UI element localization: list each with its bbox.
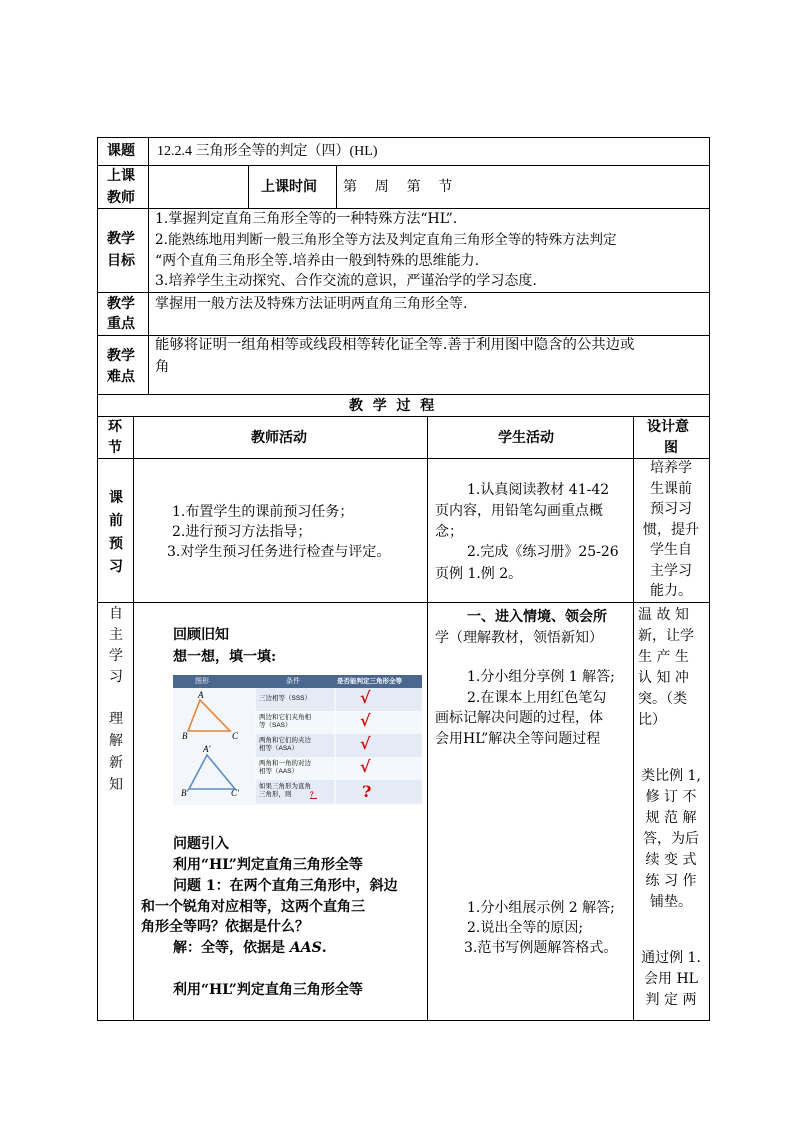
question-1-line: 问题 1：在两个直角三角形中，斜边	[173, 878, 398, 894]
preview-student-line: 念；	[435, 524, 463, 540]
design-intent-1: 温 故 知 新，让学 生 产 生 认 知 冲 突。（类 比）	[638, 607, 694, 728]
vertex-label: B	[182, 731, 188, 741]
preview-student-line: 1.认真阅读教材 41-42	[467, 482, 610, 498]
topic-value: 12.2.4 三角形全等的判定（四）(HL)	[157, 144, 378, 159]
difficulties-label: 教学	[107, 348, 135, 364]
img-header-figure: 图形	[195, 678, 209, 685]
keypoints-label: 重点	[107, 316, 135, 332]
goals-line: 2.能熟练地用判断一般三角形全等方法及判定直角三角形全等的特殊方法判定	[155, 232, 617, 248]
time-value: 第 周 第 节	[343, 179, 453, 195]
teacher-label: 教师	[107, 190, 135, 206]
row-line	[97, 458, 710, 459]
img-mark: √	[360, 757, 371, 776]
preview-student-line: 页内容，用铅笔勾画重点概	[435, 503, 603, 519]
img-header-condition: 条件	[286, 678, 300, 685]
col-line	[427, 416, 428, 1021]
img-condition: 如果三角形为直角 三角形，则	[259, 783, 311, 798]
img-condition: 三边相等（SSS）	[259, 695, 312, 702]
goals-label: 目标	[107, 253, 135, 269]
goals-label: 教学	[107, 231, 135, 247]
row-line	[97, 602, 710, 603]
table-border-right	[709, 137, 710, 1021]
preview-design: 培养学 生课前 预习习 惯，提升 学生自 主学习 能力。	[643, 460, 699, 599]
vertex-label: A'	[203, 744, 211, 754]
goals-line: 3.培养学生主动探究、合作交流的意识，严谨治学的学习态度.	[155, 273, 537, 289]
difficulties-label: 难点	[107, 369, 135, 385]
goals-line: “两个直角三角形全等.培养由一般到特殊的思维能力.	[155, 253, 480, 269]
triangle-comparison-image	[173, 675, 422, 805]
preview-teacher-line: 2.进行预习方法指导；	[172, 524, 312, 540]
row-line	[97, 165, 710, 166]
img-condition: 两角和一角的对边 相等（AAS）	[259, 760, 311, 775]
col-line	[336, 165, 337, 209]
preview-teacher-line: 3.对学生预习任务进行检查与评定。	[167, 544, 391, 560]
think-heading: 想一想，填一填:	[173, 649, 277, 665]
selfstudy-stage-b: 理 解 新 知	[109, 711, 123, 793]
student-section-heading: 学（理解教材，领悟新知）	[435, 630, 603, 646]
img-header-judge: 是否能判定三角形全等	[337, 678, 402, 685]
table-border-bottom	[97, 1020, 710, 1021]
review-heading: 回顾旧知	[173, 627, 229, 643]
intro-heading: 问题引入	[173, 836, 229, 852]
table-border-left	[97, 137, 98, 1021]
difficulties-line: 角	[155, 359, 170, 375]
vertex-label: C'	[231, 788, 239, 798]
student-activity-line: 1.分小组分享例 1 解答;	[467, 669, 615, 685]
img-mark: √	[360, 688, 371, 707]
img-mark: ?	[362, 782, 372, 801]
preview-student-line: 2.完成《练习册》25-26	[467, 544, 619, 560]
preview-student-line: 页例 1.例 2。	[435, 566, 523, 582]
design-intent-2: 类比例 1, 修 订 不 规 范 解 答，为后 续 变 式 练 习 作 铺垫。	[641, 768, 701, 910]
keypoints-text: 掌握用一般方法及特殊方法证明两直角三角形全等.	[155, 296, 468, 312]
answer-line: 解：全等，依据是 AAS.	[173, 940, 327, 956]
student-activity-line: 3.范书写例题解答格式。	[464, 940, 618, 956]
student-activity-line: 2.在课本上用红色笔勾	[467, 690, 607, 706]
design-intent-3: 通过例 1. 会用 HL 判 定 两	[641, 950, 701, 1008]
col-design: 图	[664, 440, 678, 456]
topic-label: 课题	[107, 143, 135, 159]
col-student: 学生活动	[498, 430, 554, 446]
vertex-label: C	[232, 731, 239, 741]
teacher-label: 上课	[107, 168, 135, 184]
table-border-top	[97, 137, 710, 138]
img-condition: 两边和它们夹角相 等（SAS）	[259, 714, 311, 729]
question-1-line: 和一个锐角对应相等，这两个直角三	[141, 899, 365, 915]
process-title: 教 学 过 程	[349, 398, 435, 414]
preview-stage: 课 前 预 习	[109, 490, 123, 575]
col-design: 设计意	[647, 419, 689, 435]
goals-line: 1.掌握判定直角三角形全等的一种特殊方法“HL”.	[155, 211, 458, 227]
img-mark: √	[360, 734, 371, 753]
vertex-label: A	[198, 690, 204, 700]
keypoints-label: 教学	[107, 296, 135, 312]
time-label: 上课时间	[261, 179, 317, 195]
img-condition-blank: ？	[310, 790, 317, 799]
difficulties-line: 能够将证明一组角相等或线段相等转化证全等.善于利用图中隐含的公共边或	[155, 337, 635, 353]
col-stage: 节	[108, 440, 122, 456]
col-line	[633, 416, 634, 1021]
student-activity-line: 会用HL”解决全等问题过程	[435, 731, 601, 747]
selfstudy-stage-a: 自 主 学 习	[109, 606, 123, 685]
col-line	[148, 137, 149, 395]
vertex-label: B'	[181, 788, 189, 798]
student-activity-line: 1.分小组展示例 2 解答;	[467, 900, 615, 916]
col-line	[248, 165, 249, 209]
col-stage: 环	[108, 419, 122, 435]
preview-teacher-line: 1.布置学生的课前预习任务；	[172, 504, 354, 520]
student-activity-line: 2.说出全等的原因;	[467, 920, 584, 936]
question-1-line: 角形全等吗？依据是什么？	[141, 919, 309, 935]
img-mark: √	[360, 711, 371, 730]
use-hl-heading-2: 利用“HL”判定直角三角形全等	[173, 982, 363, 998]
col-teacher: 教师活动	[251, 430, 307, 446]
col-line	[133, 416, 134, 1021]
img-condition: 两角和它们的夹边 相等（ASA）	[259, 737, 311, 752]
student-section-heading: 一、进入情境、领会所	[467, 609, 607, 625]
use-hl-heading: 利用“HL”判定直角三角形全等	[173, 857, 363, 873]
student-activity-line: 画标记解决问题的过程，体	[435, 710, 603, 726]
